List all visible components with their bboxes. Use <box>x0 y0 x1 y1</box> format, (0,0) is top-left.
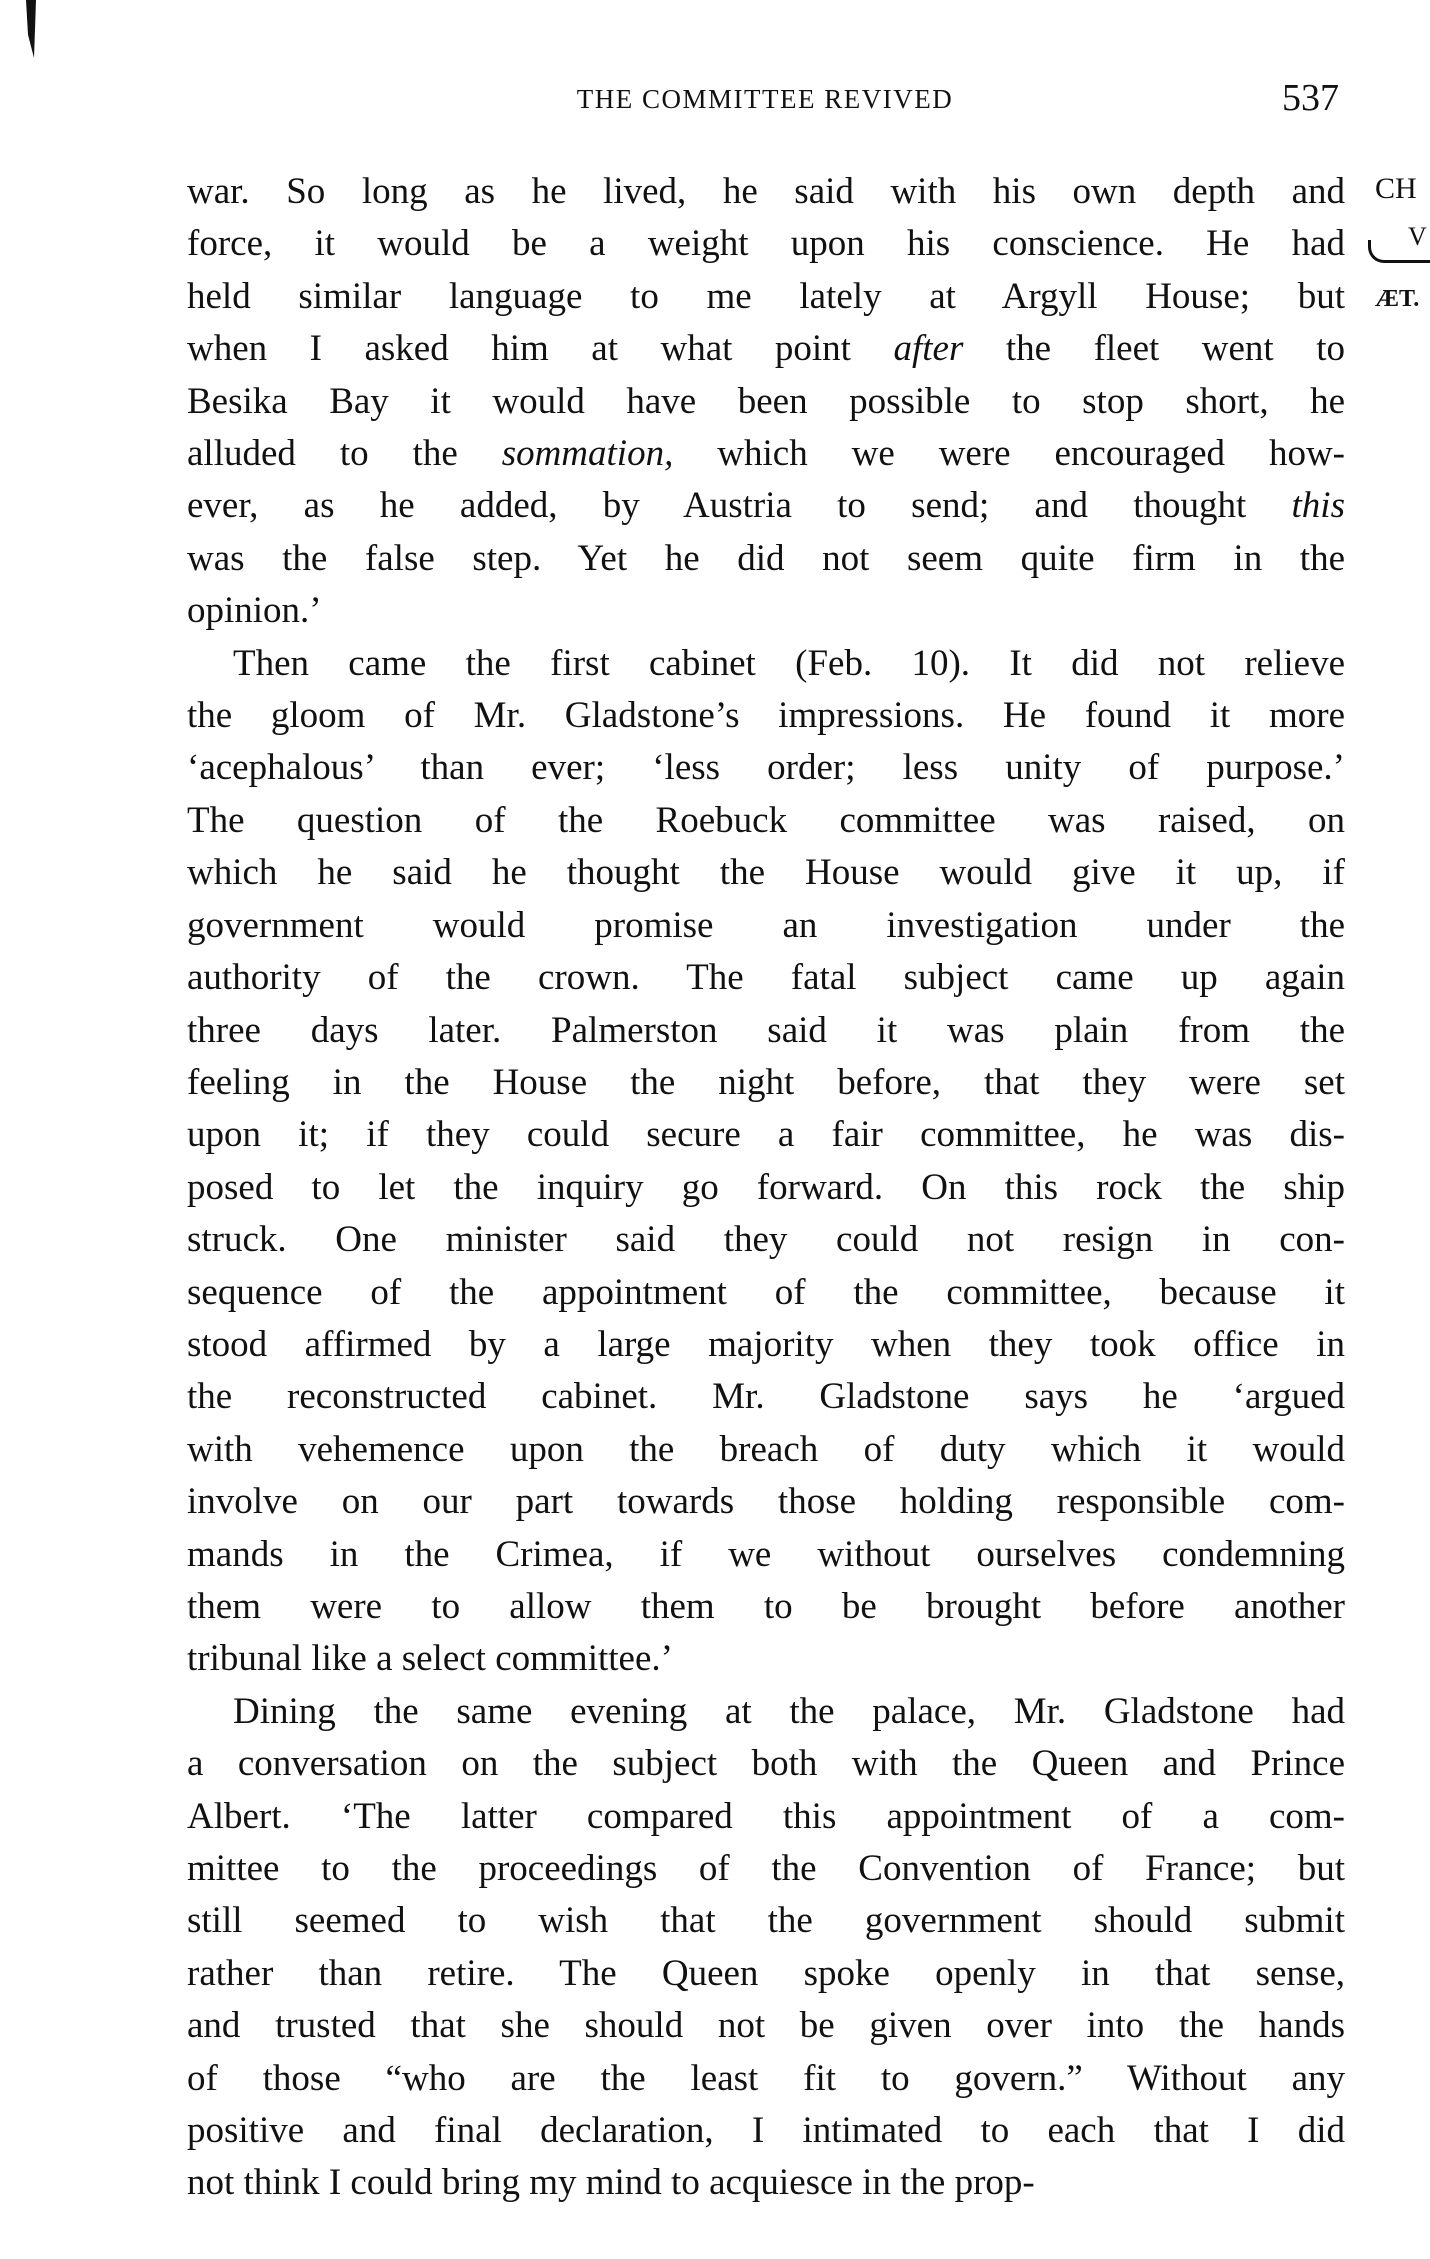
text-line <box>187 1948 1345 2000</box>
text-line <box>187 1843 1345 1895</box>
text-line <box>187 1476 1345 1528</box>
text-line <box>187 1791 1345 1843</box>
margin-chapter-label: CH <box>1375 172 1417 205</box>
page-number: 537 <box>1282 77 1339 119</box>
text-line <box>187 1424 1345 1476</box>
text-segment: of those “who are the least fit to govern.” Without any <box>187 2057 1345 2099</box>
text-line <box>187 323 1345 375</box>
text-segment: stood affirmed by a large majority when they took office in <box>187 1323 1345 1365</box>
text-line <box>187 218 1345 270</box>
paragraph <box>187 638 1345 1686</box>
text-segment: the gloom of Mr. Gladstone’s impressions. He found it more <box>187 695 1345 737</box>
text-segment: ever, as he added, by Austria to send; and thought <box>187 485 1292 527</box>
text-segment: the fleet went to <box>963 328 1345 370</box>
text-segment: positive and final declaration, I intimated to each that I did <box>187 2110 1345 2152</box>
text-line <box>187 952 1345 1004</box>
text-line <box>187 900 1345 952</box>
text-line <box>187 1214 1345 1266</box>
text-line <box>187 1633 1345 1685</box>
text-line <box>187 376 1345 428</box>
text-segment: when I asked him at what point <box>187 328 894 370</box>
text-line <box>187 533 1345 585</box>
text-line <box>187 2157 1345 2209</box>
text-segment: authority of the crown. The fatal subject came up again <box>187 957 1345 999</box>
scan-artifact-mark <box>26 0 36 58</box>
text-segment: involve on our part towards those holding responsible com- <box>187 1481 1345 1523</box>
text-segment: opinion.’ <box>187 590 322 632</box>
text-segment: not think I could bring my mind to acquiesce in the prop- <box>187 2162 1035 2204</box>
text-segment: a conversation on the subject both with the Queen and Prince <box>187 1743 1345 1785</box>
text-segment: feeling in the House the night before, that they were set <box>187 1061 1345 1103</box>
text-line <box>187 1109 1345 1161</box>
text-line <box>187 638 1345 690</box>
text-segment: ‘acephalous’ than ever; ‘less order; less unity of purpose.’ <box>187 747 1345 789</box>
text-segment: rather than retire. The Queen spoke openly in that sense, <box>187 1952 1345 1994</box>
text-line <box>187 847 1345 899</box>
text-line <box>187 795 1345 847</box>
text-line <box>187 1057 1345 1109</box>
italic-text: this <box>1291 485 1345 527</box>
text-segment: which we were encouraged how- <box>673 433 1345 475</box>
text-line <box>187 1895 1345 1947</box>
paragraph <box>187 1686 1345 2210</box>
text-segment: Albert. ‘The latter compared this appointment of a com- <box>187 1795 1345 1837</box>
text-segment: struck. One minister said they could not resign in con- <box>187 1219 1345 1261</box>
body-text <box>187 166 1345 2210</box>
text-line <box>187 1738 1345 1790</box>
text-segment: sequence of the appointment of the committee, because it <box>187 1271 1345 1313</box>
text-line <box>187 1005 1345 1057</box>
text-segment: was the false step. Yet he did not seem quite firm in the <box>187 537 1345 579</box>
text-segment: still seemed to wish that the government should submit <box>187 1900 1345 1942</box>
text-segment: three days later. Palmerston said it was plain from the <box>187 1009 1345 1051</box>
running-head: THE COMMITTEE REVIVED <box>576 84 954 114</box>
italic-text: sommation, <box>501 433 674 475</box>
text-segment: mands in the Crimea, if we without ourselves condemning <box>187 1533 1345 1575</box>
text-segment: tribunal like a select committee.’ <box>187 1638 673 1680</box>
text-line <box>187 2053 1345 2105</box>
text-line <box>187 428 1345 480</box>
text-line <box>187 2105 1345 2157</box>
text-segment: the reconstructed cabinet. Mr. Gladstone says he ‘argued <box>187 1376 1345 1418</box>
text-segment: government would promise an investigation under the <box>187 904 1345 946</box>
italic-text: after <box>893 328 964 370</box>
text-line <box>187 1267 1345 1319</box>
paragraph <box>187 166 1345 638</box>
text-segment: Dining the same evening at the palace, Mr. Gladstone had <box>233 1690 1345 1732</box>
text-segment: which he said he thought the House would give it up, if <box>187 852 1345 894</box>
margin-brace <box>1368 240 1430 263</box>
text-segment: and trusted that she should not be given over into the hands <box>187 2005 1345 2047</box>
text-segment: The question of the Roebuck committee was raised, on <box>187 799 1345 841</box>
text-line <box>187 585 1345 637</box>
text-line <box>187 2000 1345 2052</box>
text-segment: mittee to the proceedings of the Convention of France; but <box>187 1848 1345 1889</box>
text-line <box>187 1371 1345 1423</box>
text-line <box>187 1581 1345 1633</box>
text-line <box>187 1319 1345 1371</box>
text-segment: held similar language to me lately at Argyll House; but <box>187 275 1345 317</box>
margin-age-label: ÆT. <box>1375 286 1420 312</box>
text-line <box>187 1686 1345 1738</box>
text-segment: upon it; if they could secure a fair committee, he was dis- <box>187 1114 1345 1156</box>
text-segment: war. So long as he lived, he said with his own depth and <box>187 171 1345 212</box>
text-segment: Then came the first cabinet (Feb. 10). It did not relieve <box>233 642 1345 684</box>
margin-chapter-number: V <box>1408 222 1427 251</box>
text-segment: alluded to the <box>187 433 502 475</box>
text-segment: with vehemence upon the breach of duty which it would <box>187 1428 1345 1470</box>
text-segment: force, it would be a weight upon his conscience. He had <box>187 223 1345 265</box>
text-line <box>187 166 1345 218</box>
text-line <box>187 742 1345 794</box>
text-segment: posed to let the inquiry go forward. On this rock the ship <box>187 1166 1345 1208</box>
text-segment: Besika Bay it would have been possible to stop short, he <box>187 380 1345 422</box>
text-line <box>187 690 1345 742</box>
text-line <box>187 1162 1345 1214</box>
text-line <box>187 271 1345 323</box>
text-line <box>187 480 1345 532</box>
text-segment: them were to allow them to be brought before another <box>187 1585 1345 1627</box>
text-line <box>187 1529 1345 1581</box>
